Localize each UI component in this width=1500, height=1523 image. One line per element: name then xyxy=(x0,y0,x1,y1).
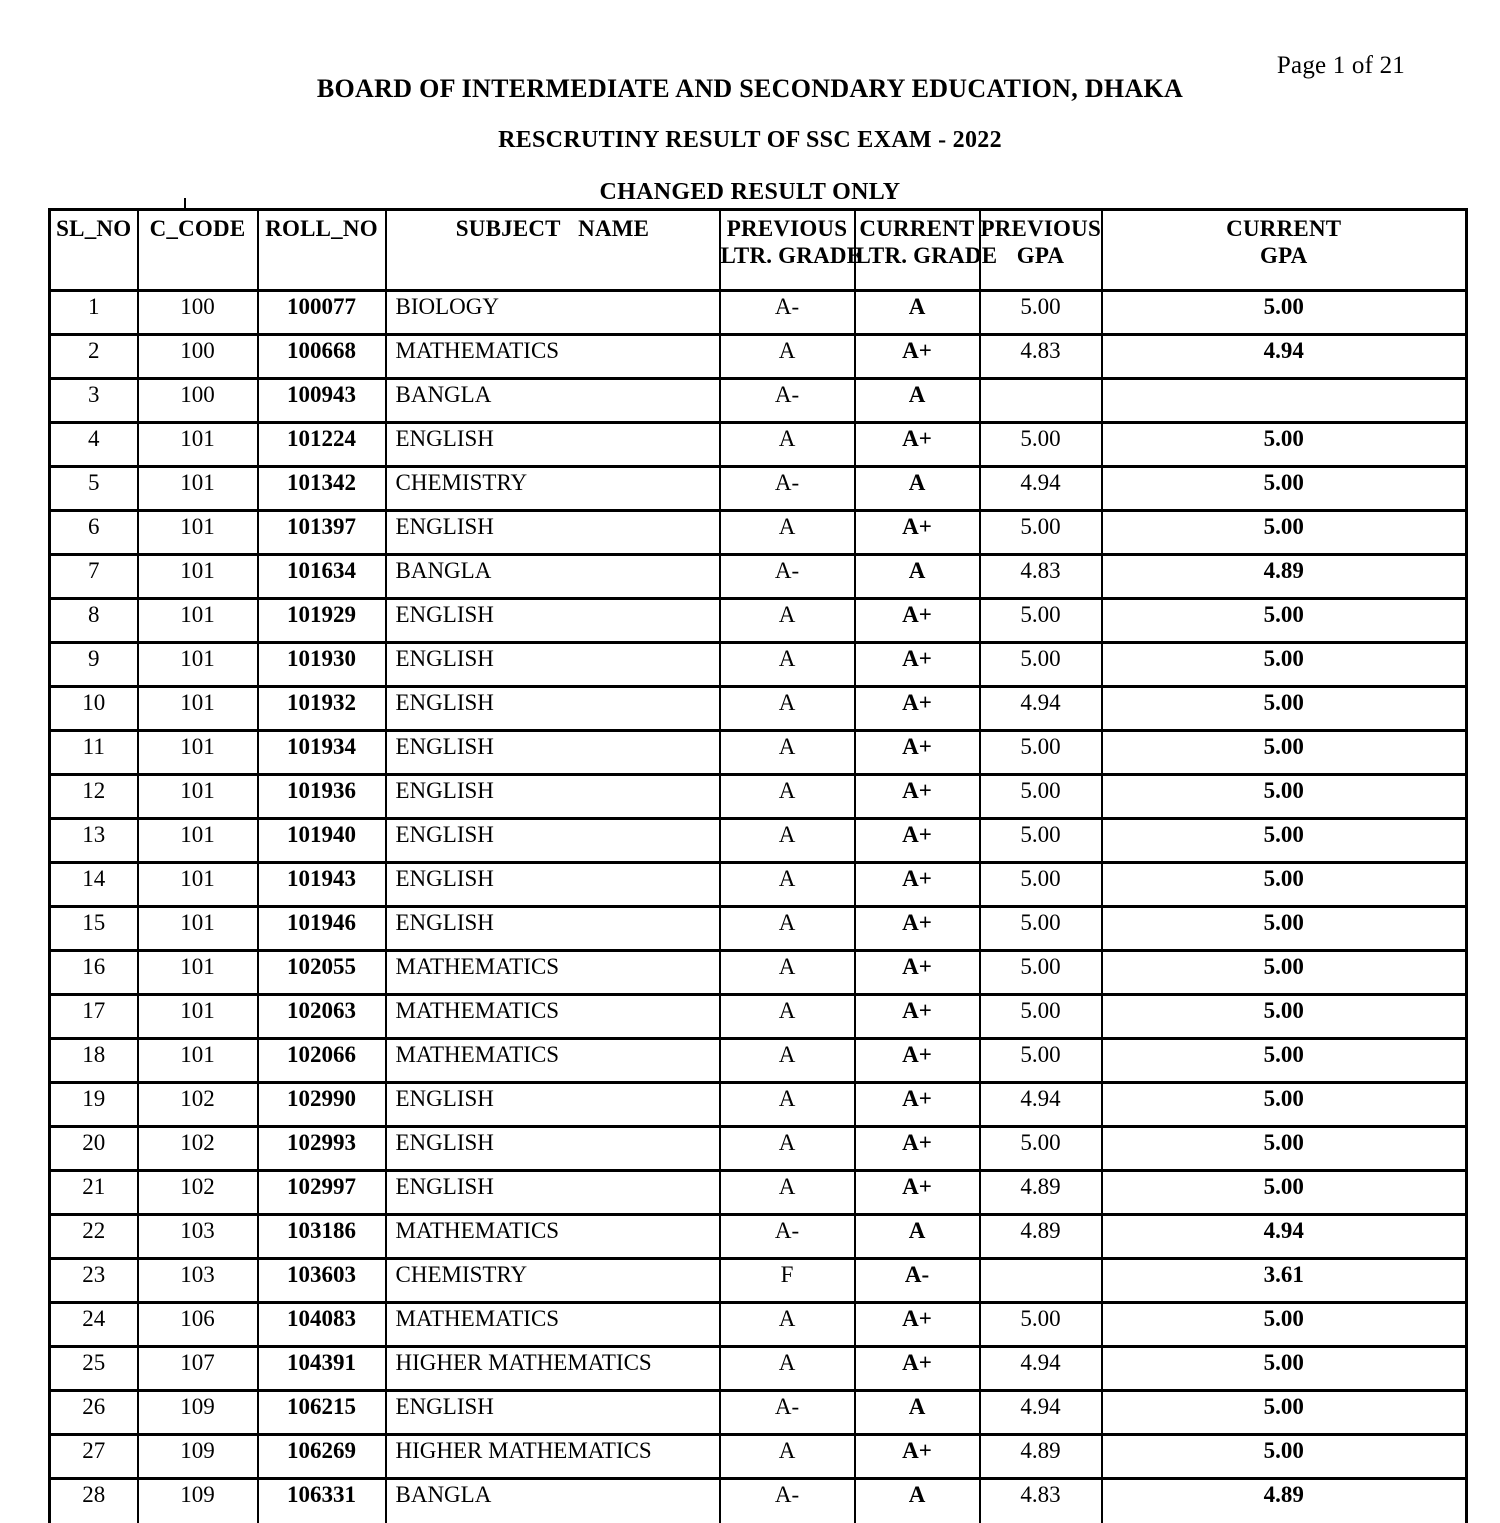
cell-current-letter-grade: A+ xyxy=(855,775,980,819)
cell-current-letter-grade: A+ xyxy=(855,335,980,379)
cell-previous-gpa: 4.94 xyxy=(980,1083,1102,1127)
table-row xyxy=(50,1303,1467,1347)
cell-previous-gpa: 4.83 xyxy=(980,335,1102,379)
cell-subject-name: HIGHER MATHEMATICS xyxy=(386,1347,720,1391)
cell-sl-no: 1 xyxy=(50,291,138,335)
cell-current-letter-grade: A+ xyxy=(855,907,980,951)
cell-roll-no: 101634 xyxy=(258,555,386,599)
table-row xyxy=(50,907,1467,951)
cell-current-gpa xyxy=(1102,379,1467,423)
cell-roll-no: 100943 xyxy=(258,379,386,423)
cell-previous-letter-grade: A- xyxy=(720,1391,855,1435)
cell-previous-letter-grade: A- xyxy=(720,1215,855,1259)
cell-sl-no: 22 xyxy=(50,1215,138,1259)
cell-previous-gpa: 5.00 xyxy=(980,1039,1102,1083)
cell-sl-no: 12 xyxy=(50,775,138,819)
cell-subject-name: ENGLISH xyxy=(386,1171,720,1215)
table-row xyxy=(50,643,1467,687)
cell-roll-no: 102063 xyxy=(258,995,386,1039)
cell-current-gpa: 4.89 xyxy=(1102,1479,1467,1523)
cell-subject-name: CHEMISTRY xyxy=(386,467,720,511)
cell-previous-gpa: 5.00 xyxy=(980,599,1102,643)
cell-c-code: 101 xyxy=(138,555,258,599)
cell-previous-letter-grade: A xyxy=(720,1127,855,1171)
column-header-current-gpa: CURRENT GPA xyxy=(1102,210,1467,291)
cell-current-gpa: 5.00 xyxy=(1102,1171,1467,1215)
cell-c-code: 103 xyxy=(138,1215,258,1259)
page-number: Page 1 of 21 xyxy=(1276,52,1405,79)
table-row xyxy=(50,1347,1467,1391)
cell-sl-no: 20 xyxy=(50,1127,138,1171)
table-row xyxy=(50,863,1467,907)
cell-sl-no: 16 xyxy=(50,951,138,995)
cell-current-letter-grade: A+ xyxy=(855,1303,980,1347)
cell-previous-gpa: 5.00 xyxy=(980,819,1102,863)
cell-current-letter-grade: A xyxy=(855,379,980,423)
cell-roll-no: 106269 xyxy=(258,1435,386,1479)
cell-sl-no: 8 xyxy=(50,599,138,643)
cell-current-gpa: 5.00 xyxy=(1102,863,1467,907)
cell-previous-letter-grade: A xyxy=(720,1171,855,1215)
cell-subject-name: BIOLOGY xyxy=(386,291,720,335)
cell-current-gpa: 3.61 xyxy=(1102,1259,1467,1303)
cell-current-letter-grade: A+ xyxy=(855,819,980,863)
cell-roll-no: 106215 xyxy=(258,1391,386,1435)
cell-current-gpa: 5.00 xyxy=(1102,687,1467,731)
cell-previous-gpa: 5.00 xyxy=(980,643,1102,687)
cell-subject-name: ENGLISH xyxy=(386,423,720,467)
cell-c-code: 101 xyxy=(138,511,258,555)
cell-c-code: 106 xyxy=(138,1303,258,1347)
table-row xyxy=(50,687,1467,731)
cell-previous-letter-grade: A xyxy=(720,863,855,907)
cell-previous-letter-grade: A xyxy=(720,907,855,951)
cell-previous-letter-grade: A xyxy=(720,335,855,379)
cell-current-gpa: 4.89 xyxy=(1102,555,1467,599)
cell-current-gpa: 5.00 xyxy=(1102,819,1467,863)
cell-previous-gpa: 5.00 xyxy=(980,731,1102,775)
cell-subject-name: ENGLISH xyxy=(386,687,720,731)
cell-sl-no: 23 xyxy=(50,1259,138,1303)
cell-previous-letter-grade: A- xyxy=(720,379,855,423)
results-table-body xyxy=(50,291,1467,1523)
rescrutiny-results-table xyxy=(48,208,1468,1523)
cell-current-gpa: 4.94 xyxy=(1102,335,1467,379)
cell-sl-no: 7 xyxy=(50,555,138,599)
cell-current-gpa: 5.00 xyxy=(1102,511,1467,555)
cell-previous-letter-grade: A xyxy=(720,643,855,687)
cell-previous-letter-grade: A- xyxy=(720,467,855,511)
column-header-previous-gpa: PREVIOUS GPA xyxy=(980,210,1102,291)
cell-roll-no: 103603 xyxy=(258,1259,386,1303)
cell-previous-gpa: 5.00 xyxy=(980,1303,1102,1347)
cell-current-letter-grade: A+ xyxy=(855,863,980,907)
cell-current-letter-grade: A xyxy=(855,1215,980,1259)
result-subtitle: CHANGED RESULT ONLY xyxy=(599,179,901,205)
cell-previous-gpa: 5.00 xyxy=(980,775,1102,819)
cell-sl-no: 28 xyxy=(50,1479,138,1523)
table-row xyxy=(50,555,1467,599)
cell-previous-gpa: 5.00 xyxy=(980,907,1102,951)
cell-current-gpa: 4.94 xyxy=(1102,1215,1467,1259)
cell-sl-no: 17 xyxy=(50,995,138,1039)
cell-current-gpa: 5.00 xyxy=(1102,731,1467,775)
cell-previous-letter-grade: A xyxy=(720,951,855,995)
cell-sl-no: 13 xyxy=(50,819,138,863)
cell-subject-name: ENGLISH xyxy=(386,819,720,863)
cell-current-gpa: 5.00 xyxy=(1102,1039,1467,1083)
cell-roll-no: 100077 xyxy=(258,291,386,335)
cell-roll-no: 102990 xyxy=(258,1083,386,1127)
cell-subject-name: ENGLISH xyxy=(386,731,720,775)
table-row xyxy=(50,951,1467,995)
column-header-sl-no: SL_NO xyxy=(50,210,138,291)
cell-c-code: 100 xyxy=(138,291,258,335)
cell-sl-no: 19 xyxy=(50,1083,138,1127)
cell-previous-letter-grade: A xyxy=(720,599,855,643)
cell-previous-letter-grade: A- xyxy=(720,291,855,335)
cell-sl-no: 27 xyxy=(50,1435,138,1479)
cell-current-gpa: 5.00 xyxy=(1102,291,1467,335)
board-title: BOARD OF INTERMEDIATE AND SECONDARY EDUCATION, DHAKA xyxy=(316,74,1184,103)
cell-current-gpa: 5.00 xyxy=(1102,423,1467,467)
cell-current-letter-grade: A+ xyxy=(855,1171,980,1215)
cell-sl-no: 10 xyxy=(50,687,138,731)
cell-sl-no: 5 xyxy=(50,467,138,511)
cell-previous-letter-grade: A xyxy=(720,1039,855,1083)
cell-current-letter-grade: A+ xyxy=(855,1127,980,1171)
cell-previous-gpa: 5.00 xyxy=(980,951,1102,995)
table-row xyxy=(50,1171,1467,1215)
cell-current-letter-grade: A+ xyxy=(855,951,980,995)
cell-previous-letter-grade: A xyxy=(720,731,855,775)
cell-previous-letter-grade: A xyxy=(720,1083,855,1127)
cell-sl-no: 9 xyxy=(50,643,138,687)
cell-current-gpa: 5.00 xyxy=(1102,951,1467,995)
cell-subject-name: ENGLISH xyxy=(386,643,720,687)
cell-current-letter-grade: A xyxy=(855,1479,980,1523)
cell-current-gpa: 5.00 xyxy=(1102,643,1467,687)
cell-c-code: 101 xyxy=(138,775,258,819)
cell-c-code: 101 xyxy=(138,467,258,511)
table-row xyxy=(50,995,1467,1039)
cell-c-code: 102 xyxy=(138,1127,258,1171)
cell-roll-no: 102997 xyxy=(258,1171,386,1215)
cell-subject-name: BANGLA xyxy=(386,379,720,423)
cell-previous-gpa xyxy=(980,1259,1102,1303)
cell-sl-no: 14 xyxy=(50,863,138,907)
cell-current-gpa: 5.00 xyxy=(1102,1347,1467,1391)
cell-previous-letter-grade: A xyxy=(720,511,855,555)
cell-previous-gpa: 4.89 xyxy=(980,1171,1102,1215)
cell-previous-letter-grade: A- xyxy=(720,555,855,599)
cell-current-gpa: 5.00 xyxy=(1102,467,1467,511)
cell-sl-no: 21 xyxy=(50,1171,138,1215)
cell-c-code: 101 xyxy=(138,687,258,731)
results-table-container xyxy=(48,208,1465,1523)
cell-roll-no: 101224 xyxy=(258,423,386,467)
cell-previous-gpa: 5.00 xyxy=(980,291,1102,335)
cell-current-gpa: 5.00 xyxy=(1102,775,1467,819)
cell-current-letter-grade: A+ xyxy=(855,1083,980,1127)
cell-subject-name: BANGLA xyxy=(386,555,720,599)
cell-roll-no: 101929 xyxy=(258,599,386,643)
cell-subject-name: ENGLISH xyxy=(386,863,720,907)
cell-current-letter-grade: A+ xyxy=(855,731,980,775)
cell-previous-gpa: 5.00 xyxy=(980,1127,1102,1171)
cell-subject-name: ENGLISH xyxy=(386,1083,720,1127)
cell-subject-name: MATHEMATICS xyxy=(386,1039,720,1083)
cell-previous-gpa: 4.94 xyxy=(980,467,1102,511)
column-header-current-letter-grade: CURRENT LTR. GRADE xyxy=(855,210,980,291)
cell-previous-letter-grade: A xyxy=(720,1303,855,1347)
cell-sl-no: 18 xyxy=(50,1039,138,1083)
cell-c-code: 101 xyxy=(138,995,258,1039)
cell-previous-gpa xyxy=(980,379,1102,423)
cell-subject-name: ENGLISH xyxy=(386,1127,720,1171)
cell-sl-no: 25 xyxy=(50,1347,138,1391)
table-row xyxy=(50,1215,1467,1259)
cell-previous-gpa: 5.00 xyxy=(980,863,1102,907)
cell-previous-gpa: 4.89 xyxy=(980,1215,1102,1259)
cell-current-letter-grade: A+ xyxy=(855,687,980,731)
cell-current-letter-grade: A+ xyxy=(855,643,980,687)
cell-current-letter-grade: A+ xyxy=(855,599,980,643)
cell-subject-name: ENGLISH xyxy=(386,511,720,555)
cell-sl-no: 2 xyxy=(50,335,138,379)
cell-previous-gpa: 5.00 xyxy=(980,995,1102,1039)
cell-previous-letter-grade: A xyxy=(720,775,855,819)
column-header-previous-letter-grade: PREVIOUS LTR. GRADE xyxy=(720,210,855,291)
cell-current-letter-grade: A+ xyxy=(855,1347,980,1391)
cell-previous-gpa: 5.00 xyxy=(980,511,1102,555)
cell-previous-letter-grade: A- xyxy=(720,1479,855,1523)
column-header-c-code: C_CODE xyxy=(138,210,258,291)
cell-subject-name: MATHEMATICS xyxy=(386,335,720,379)
cell-c-code: 102 xyxy=(138,1083,258,1127)
cell-roll-no: 106331 xyxy=(258,1479,386,1523)
cell-current-letter-grade: A xyxy=(855,1391,980,1435)
cell-previous-gpa: 5.00 xyxy=(980,423,1102,467)
table-row xyxy=(50,511,1467,555)
cell-current-gpa: 5.00 xyxy=(1102,1303,1467,1347)
cell-subject-name: ENGLISH xyxy=(386,775,720,819)
cell-current-letter-grade: A xyxy=(855,291,980,335)
cell-roll-no: 101940 xyxy=(258,819,386,863)
column-header-subject-name: SUBJECT NAME xyxy=(386,210,720,291)
cell-previous-letter-grade: F xyxy=(720,1259,855,1303)
cell-sl-no: 26 xyxy=(50,1391,138,1435)
cell-roll-no: 101946 xyxy=(258,907,386,951)
cell-previous-gpa: 4.94 xyxy=(980,1347,1102,1391)
table-row xyxy=(50,1479,1467,1523)
cell-roll-no: 100668 xyxy=(258,335,386,379)
table-row xyxy=(50,1435,1467,1479)
cell-subject-name: CHEMISTRY xyxy=(386,1259,720,1303)
cell-sl-no: 24 xyxy=(50,1303,138,1347)
cell-c-code: 101 xyxy=(138,951,258,995)
cell-roll-no: 102993 xyxy=(258,1127,386,1171)
cell-previous-gpa: 4.94 xyxy=(980,1391,1102,1435)
cell-c-code: 109 xyxy=(138,1479,258,1523)
cell-subject-name: MATHEMATICS xyxy=(386,995,720,1039)
cell-current-letter-grade: A+ xyxy=(855,1435,980,1479)
cell-c-code: 102 xyxy=(138,1171,258,1215)
cell-current-letter-grade: A+ xyxy=(855,1039,980,1083)
cell-roll-no: 102066 xyxy=(258,1039,386,1083)
table-row xyxy=(50,775,1467,819)
cell-previous-letter-grade: A xyxy=(720,1435,855,1479)
cell-roll-no: 104083 xyxy=(258,1303,386,1347)
cell-previous-letter-grade: A xyxy=(720,995,855,1039)
cell-current-letter-grade: A xyxy=(855,555,980,599)
cell-c-code: 100 xyxy=(138,379,258,423)
cell-sl-no: 4 xyxy=(50,423,138,467)
cell-c-code: 101 xyxy=(138,423,258,467)
cell-previous-gpa: 4.94 xyxy=(980,687,1102,731)
cell-c-code: 101 xyxy=(138,819,258,863)
cell-previous-letter-grade: A xyxy=(720,687,855,731)
cell-current-letter-grade: A+ xyxy=(855,423,980,467)
cell-c-code: 107 xyxy=(138,1347,258,1391)
cell-c-code: 101 xyxy=(138,1039,258,1083)
cell-roll-no: 101943 xyxy=(258,863,386,907)
cell-sl-no: 6 xyxy=(50,511,138,555)
cell-sl-no: 3 xyxy=(50,379,138,423)
cell-roll-no: 101934 xyxy=(258,731,386,775)
table-row xyxy=(50,379,1467,423)
cell-current-gpa: 5.00 xyxy=(1102,1083,1467,1127)
cell-roll-no: 101342 xyxy=(258,467,386,511)
cell-c-code: 101 xyxy=(138,643,258,687)
cell-c-code: 101 xyxy=(138,599,258,643)
cell-previous-gpa: 4.89 xyxy=(980,1435,1102,1479)
cell-roll-no: 101930 xyxy=(258,643,386,687)
table-row xyxy=(50,1259,1467,1303)
table-header-row xyxy=(50,210,1467,291)
cell-current-letter-grade: A+ xyxy=(855,995,980,1039)
cell-sl-no: 15 xyxy=(50,907,138,951)
cell-subject-name: MATHEMATICS xyxy=(386,1215,720,1259)
cell-subject-name: ENGLISH xyxy=(386,599,720,643)
cell-roll-no: 101397 xyxy=(258,511,386,555)
cell-roll-no: 101936 xyxy=(258,775,386,819)
cell-current-gpa: 5.00 xyxy=(1102,995,1467,1039)
table-row xyxy=(50,1083,1467,1127)
cell-subject-name: MATHEMATICS xyxy=(386,951,720,995)
cell-current-gpa: 5.00 xyxy=(1102,1435,1467,1479)
cell-previous-letter-grade: A xyxy=(720,1347,855,1391)
table-row xyxy=(50,819,1467,863)
cell-c-code: 109 xyxy=(138,1391,258,1435)
table-row xyxy=(50,1127,1467,1171)
cell-roll-no: 103186 xyxy=(258,1215,386,1259)
table-row xyxy=(50,423,1467,467)
cell-previous-gpa: 4.83 xyxy=(980,1479,1102,1523)
cell-roll-no: 101932 xyxy=(258,687,386,731)
cell-current-letter-grade: A xyxy=(855,467,980,511)
table-row xyxy=(50,335,1467,379)
cell-c-code: 101 xyxy=(138,907,258,951)
cell-previous-gpa: 4.83 xyxy=(980,555,1102,599)
cell-previous-letter-grade: A xyxy=(720,423,855,467)
document-titles xyxy=(0,0,1500,204)
cell-c-code: 103 xyxy=(138,1259,258,1303)
cell-subject-name: ENGLISH xyxy=(386,1391,720,1435)
cell-sl-no: 11 xyxy=(50,731,138,775)
cell-subject-name: BANGLA xyxy=(386,1479,720,1523)
cell-current-gpa: 5.00 xyxy=(1102,599,1467,643)
cell-subject-name: ENGLISH xyxy=(386,907,720,951)
table-row xyxy=(50,1039,1467,1083)
cell-roll-no: 102055 xyxy=(258,951,386,995)
cell-subject-name: HIGHER MATHEMATICS xyxy=(386,1435,720,1479)
cell-current-letter-grade: A- xyxy=(855,1259,980,1303)
cell-current-gpa: 5.00 xyxy=(1102,1391,1467,1435)
cell-c-code: 101 xyxy=(138,731,258,775)
header-column-tick xyxy=(184,198,186,210)
cell-c-code: 109 xyxy=(138,1435,258,1479)
cell-current-letter-grade: A+ xyxy=(855,511,980,555)
table-row xyxy=(50,731,1467,775)
cell-c-code: 101 xyxy=(138,863,258,907)
cell-current-gpa: 5.00 xyxy=(1102,1127,1467,1171)
cell-c-code: 100 xyxy=(138,335,258,379)
cell-previous-letter-grade: A xyxy=(720,819,855,863)
column-header-roll-no: ROLL_NO xyxy=(258,210,386,291)
table-row xyxy=(50,599,1467,643)
exam-title: RESCRUTINY RESULT OF SSC EXAM - 2022 xyxy=(498,127,1002,153)
cell-current-gpa: 5.00 xyxy=(1102,907,1467,951)
cell-subject-name: MATHEMATICS xyxy=(386,1303,720,1347)
cell-roll-no: 104391 xyxy=(258,1347,386,1391)
table-row xyxy=(50,467,1467,511)
table-row xyxy=(50,1391,1467,1435)
table-row xyxy=(50,291,1467,335)
